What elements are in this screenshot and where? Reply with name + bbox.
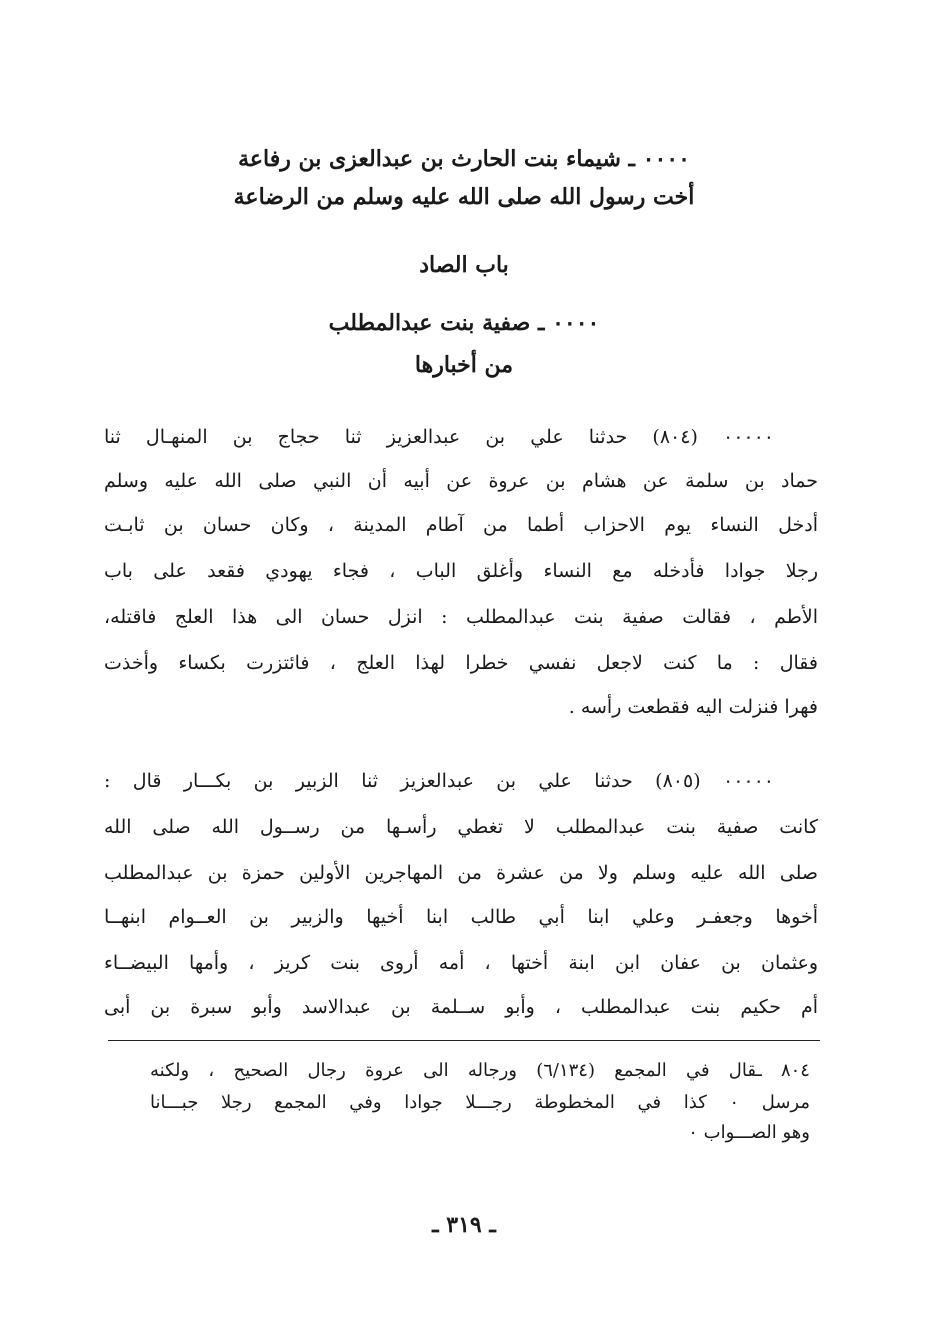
text-line: كانت صفية بنت عبدالمطلب لا تغطي رأسـها من رســول الله صلى الله bbox=[104, 816, 818, 838]
subheading-akhbar: من أخبارها bbox=[414, 352, 514, 378]
page-number: ـ ٣١٩ ـ bbox=[432, 1212, 496, 1238]
text-line: الأطم ، فقالت صفية بنت عبدالمطلب : انزل حسان الى هذا العلج فاقتله، bbox=[104, 606, 818, 628]
text-line: وعثمان بن عفان ابن ابنة أختها ، أمه أروى بنت كريز ، وأمها البيضــاء bbox=[104, 952, 818, 974]
text-line: رجلا جوادا فأدخله مع النساء وأغلق الباب ، فجاء يهودي فقعد على باب bbox=[104, 560, 818, 582]
text-line: أخوها وجعفـر وعلي ابنا أبي طالب ابنا أخيها والزبير بن العــوام ابنهــا bbox=[104, 906, 818, 928]
text-line: أم حكيم بنت عبدالمطلب ، وأبو ســلمة بن عبدالاسد وأبو سبرة بن أبى bbox=[104, 996, 818, 1018]
text-line: حماد بن سلمة عن هشام بن عروة عن أبيه أن النبي صلى الله عليه وسلم bbox=[104, 470, 818, 492]
text-line: فهرا فنزلت اليه فقطعت رأسه . bbox=[568, 696, 818, 718]
footnote-line: مرسل ٠ كذا في المخطوطة رجـــلا جوادا وفي المجمع رجلا جبـــانا bbox=[150, 1092, 810, 1113]
text-line: فقال : ما كنت لاجعل نفسي خطرا لهذا العلج ، فائتزرت بكساء وأخذت bbox=[104, 652, 818, 674]
chapter-heading: باب الصاد bbox=[419, 252, 509, 278]
text-line: أدخل النساء يوم الاحزاب أطما من آطام المدينة ، وكان حسان بن ثابـت bbox=[104, 514, 818, 536]
text-line: صلى الله عليه وسلم ولا من عشرة من المهاجرين الأولين حمزة بن عبدالمطلب bbox=[104, 862, 818, 884]
section-heading-shaima: ٠٠٠٠ ـ شيماء بنت الحارث بن عبدالعزى بن رفاعة bbox=[238, 146, 690, 172]
footnote-line: وهو الصـــواب ٠ bbox=[688, 1122, 810, 1143]
footnote-line: ٨٠٤ ـقال في المجمع (٦/١٣٤) ورجاله الى عروة رجال الصحيح ، ولكنه bbox=[150, 1060, 810, 1081]
text-line: ٠٠٠٠٠ (٨٠٤) حدثنا علي بن عبدالعزيز ثنا حجاج بن المنهـال ثنا bbox=[104, 426, 775, 448]
text-line: ٠٠٠٠٠ (٨٠٥) حدثنا علي بن عبدالعزيز ثنا الزبير بن بكـــار قال : bbox=[104, 770, 775, 792]
footnote-divider bbox=[108, 1040, 820, 1041]
section-subheading-shaima: أخت رسول الله صلى الله عليه وسلم من الرضاعة bbox=[233, 184, 695, 210]
entry-heading-safiyya: ٠٠٠٠ ـ صفية بنت عبدالمطلب bbox=[328, 310, 600, 336]
